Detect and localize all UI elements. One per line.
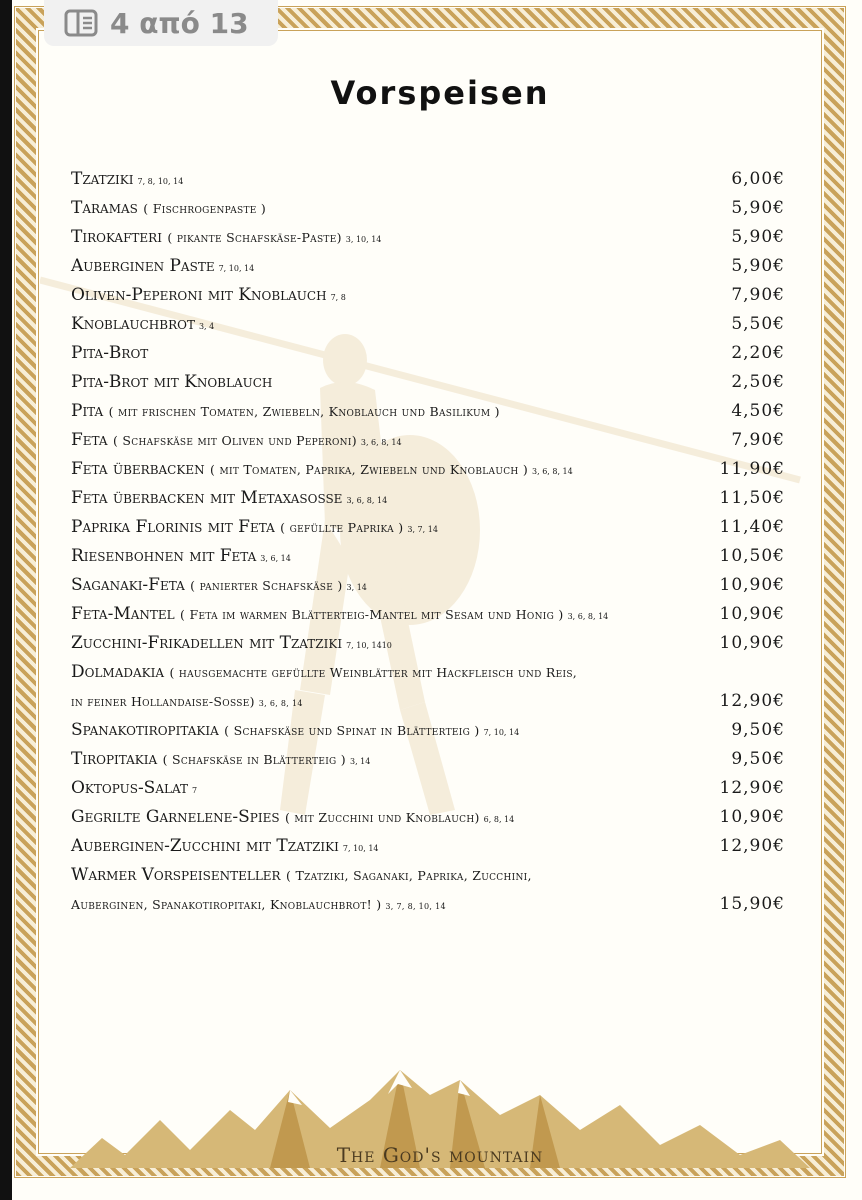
menu-item-line [71,865,532,885]
item-price: 5,50€ [731,314,785,334]
menu-item [71,832,791,861]
item-price: 9,50€ [731,749,785,769]
allergen-codes: 7 [191,786,198,795]
menu-item-line [71,372,272,392]
item-price: 10,90€ [719,604,785,624]
menu-item [71,339,791,368]
item-name: Dolmadakia [71,662,165,682]
allergen-codes: 3, 14 [350,757,371,766]
item-description: ( Fischrogenpaste ) [143,201,267,216]
item-description: ( mit frischen Tomaten, Zwiebeln, Knoblauch und Basilikum ) [108,404,500,419]
item-description: ( panierter Schafskäse ) [190,578,343,593]
allergen-codes: 3, 6, 8, 14 [258,699,303,708]
item-description: ( Feta im warmen Blätterteig-Mantel mit Sesam und Honig ) [180,607,564,622]
menu-item [71,484,791,513]
allergen-codes: 3, 10, 14 [345,235,382,244]
item-name: Gegrilte Garnelene-Spies [71,807,280,827]
item-description: ( hausgemachte gefüllte Weinblätter mit Hackfleisch und Reis, [169,665,578,680]
item-name: Taramas [71,198,138,218]
item-name: Warmer Vorspeisenteller [71,865,281,885]
item-name: Auberginen Paste [71,256,215,276]
item-price: 12,90€ [719,836,785,856]
menu-item-line [71,517,438,537]
item-price: 11,90€ [719,459,785,479]
allergen-codes: 3, 14 [346,583,367,592]
item-name: Zucchini-Frikadellen mit Tzatziki [71,633,343,653]
menu-item [71,629,791,658]
menu-item-line [71,604,608,624]
item-description-line2: in feiner Hollandaise-Sosse) [71,694,255,709]
menu-item [71,310,791,339]
menu-item-line [71,807,514,827]
item-name: Riesenbohnen mit Feta [71,546,257,566]
item-price: 12,90€ [719,778,785,798]
menu-item [71,803,791,832]
item-price: 11,40€ [719,517,785,537]
allergen-codes: 3, 6, 8, 14 [532,467,573,476]
menu-item-line [71,198,266,218]
menu-item [71,252,791,281]
item-price: 4,50€ [731,401,785,421]
item-name: Oktopus-Salat [71,778,188,798]
item-price: 6,00€ [731,169,785,189]
item-name: Pita [71,401,104,421]
item-price: 7,90€ [731,430,785,450]
item-name: Pita-Brot [71,343,149,363]
item-name: Oliven-Peperoni mit Knoblauch [71,285,327,305]
menu-item-line [71,633,392,653]
page-indicator[interactable] [44,0,278,46]
item-name: Tirokafteri [71,227,162,247]
menu-item-line [71,749,370,769]
allergen-codes: 7, 10, 14 [483,728,520,737]
item-price: 5,90€ [731,227,785,247]
footer-brand: The God's mountain [336,1143,544,1167]
item-price: 10,90€ [719,807,785,827]
menu-item-line [71,401,500,421]
viewer-edge [0,0,12,1200]
item-name: Feta [71,430,108,450]
menu-item-line [71,778,197,798]
menu-item [71,571,791,600]
item-name: Saganaki-Feta [71,575,185,595]
item-name: Spanakotiropitakia [71,720,219,740]
menu-item-line [71,430,402,450]
item-name: Pita-Brot mit Knoblauch [71,372,273,392]
menu-item [71,658,791,716]
item-price: 7,90€ [731,285,785,305]
menu-item-line [71,720,519,740]
item-price: 12,90€ [719,691,785,711]
item-description: ( Schafskäse mit Oliven und Peperoni) [112,433,357,448]
item-name: Knoblauchbrot [71,314,195,334]
item-price: 10,90€ [719,633,785,653]
menu-item-line [71,488,387,508]
allergen-codes: 3, 7, 14 [407,525,438,534]
item-description-cont [71,890,791,921]
allergen-codes: 3, 6, 8, 14 [360,438,402,447]
menu-item [71,281,791,310]
menu-item-line [71,343,148,363]
allergen-codes: 6, 8, 14 [483,815,515,824]
menu-item [71,716,791,745]
menu-item-line [71,256,254,276]
allergen-codes: 3, 6, 8, 14 [567,612,609,621]
item-name: Tiropitakia [71,749,158,769]
menu-item-line [71,459,573,479]
menu-item [71,774,791,803]
item-description: ( mit Zucchini und Knoblauch) [284,810,480,825]
menu-item [71,455,791,484]
item-price: 5,90€ [731,256,785,276]
menu-item [71,165,791,194]
menu-item [71,542,791,571]
item-description: ( pikante Schafskäse-Paste) [167,230,342,245]
menu-item-line [71,575,367,595]
menu-item [71,397,791,426]
allergen-codes: 7, 10, 14 [342,844,379,853]
section-title: Vorspeisen [330,74,550,112]
item-description: ( mit Tomaten, Paprika, Zwiebeln und Knoblauch ) [210,462,529,477]
menu-item [71,600,791,629]
allergen-codes: 7, 8 [330,293,346,302]
item-price: 2,20€ [731,343,785,363]
allergen-codes: 7, 10, 1410 [346,641,392,650]
menu-item [71,745,791,774]
item-price: 9,50€ [731,720,785,740]
item-price: 10,90€ [719,575,785,595]
menu-item-line [71,662,577,682]
page-indicator-label: 4 από 13 [110,6,249,40]
item-price: 5,90€ [731,198,785,218]
menu-item-line [71,285,346,305]
allergen-codes: 3, 4 [198,322,215,331]
allergen-codes: 3, 6, 8, 14 [346,496,388,505]
item-price: 15,90€ [719,894,785,914]
menu-item [71,368,791,397]
item-description: ( Schafskäse und Spinat in Blätterteig ) [224,723,480,738]
menu-item-line [71,227,381,247]
allergen-codes: 7, 8, 10, 14 [137,177,184,186]
item-description-cont [71,687,791,718]
menu-item [71,223,791,252]
item-name: Paprika Florinis mit Feta [71,517,275,537]
menu-item-line [71,314,214,334]
menu-list [71,165,791,919]
menu-item-line [71,836,379,856]
item-description: ( Schafskäse in Blätterteig ) [162,752,346,767]
item-price: 11,50€ [719,488,785,508]
book-pages-icon [64,9,98,37]
item-name: Tzatziki [71,169,134,189]
item-description: ( gefüllte Paprika ) [280,520,404,535]
allergen-codes: 7, 10, 14 [218,264,255,273]
item-price: 10,50€ [719,546,785,566]
item-name: Feta überbacken mit Metaxasosse [71,488,343,508]
item-name: Feta-Mantel [71,604,175,624]
menu-item [71,194,791,223]
menu-item [71,426,791,455]
allergen-codes: 3, 6, 14 [260,554,291,563]
menu-item [71,861,791,919]
menu-item-line [71,546,291,566]
item-description: ( Tzatziki, Saganaki, Paprika, Zucchini, [286,868,532,883]
allergen-codes: 3, 7, 8, 10, 14 [385,902,446,911]
item-name: Auberginen-Zucchini mit Tzatziki [71,836,339,856]
item-name: Feta überbacken [71,459,205,479]
menu-item-line [71,169,183,189]
item-description-line2: Auberginen, Spanakotiropitaki, Knoblauchbrot! ) [71,897,382,912]
menu-item [71,513,791,542]
item-price: 2,50€ [731,372,785,392]
